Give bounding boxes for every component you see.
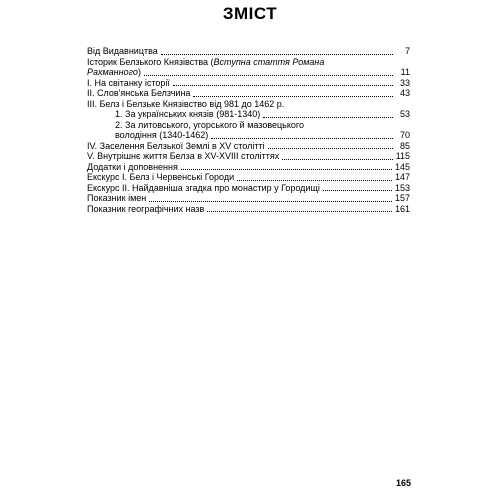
toc-entry-title-line2 — [87, 67, 141, 78]
toc-entry-title: Показник географічних назв — [87, 203, 205, 214]
toc-entry-title: І. На світанку історії — [87, 77, 170, 88]
toc-entry — [87, 162, 410, 173]
toc-entry-title: V. Внутрішнє життя Белза в XV-XVIII століттях — [87, 151, 280, 161]
toc-entry-page: 33 — [399, 77, 410, 88]
toc-entry — [87, 120, 410, 131]
toc-entry-title: Екскурс І. Белз і Червенські Городи — [87, 172, 235, 182]
toc-entry-page: 7 — [404, 46, 410, 56]
toc-entry-title: Екскурс ІІ. Найдавніша згадка про монастир у Городищі — [87, 182, 320, 193]
toc-entry-title-italic: Вступна стаття Романа — [213, 56, 325, 67]
toc-entry-page: 157 — [394, 193, 410, 203]
toc-entry-title: Додатки і доповнення — [87, 161, 178, 172]
leader-dots — [161, 54, 393, 55]
toc-entry-page: 53 — [399, 109, 410, 119]
toc-entry — [87, 57, 410, 68]
leader-dots — [282, 159, 392, 160]
leader-dots — [237, 180, 392, 181]
toc-entry-page: 161 — [394, 203, 410, 214]
toc-entry-title: IV. Заселення Белзької Землі в XV столітті — [87, 140, 265, 151]
leader-dots — [211, 138, 393, 139]
toc-entry-continuation — [87, 130, 410, 141]
leader-dots — [173, 85, 393, 86]
toc-entry — [87, 204, 410, 215]
toc-entry — [87, 109, 410, 120]
toc-entry-page: 153 — [394, 182, 410, 193]
toc-entry — [87, 193, 410, 204]
leader-dots — [144, 75, 393, 76]
toc-entry-title-tail: ) — [137, 67, 141, 77]
toc-entry-title: Історик Белзького Князівства ( — [87, 56, 214, 67]
toc-entry-title: 2. За литовського, угорського й мазовецького — [115, 119, 304, 130]
toc-entry-title-italic-line2: Рахманного — [87, 67, 138, 77]
leader-dots — [181, 169, 392, 170]
toc-entry-title: Показник імен — [87, 193, 147, 203]
toc-entry-title: Від Видавництва — [87, 46, 158, 56]
toc-entry-title: ІІ. Слов'янська Белзчина — [87, 88, 191, 98]
toc-entry-title: ІІІ. Белз і Белзьке Князівство від 981 до 1462 р. — [87, 98, 285, 109]
toc-entry-page: 115 — [395, 151, 410, 161]
toc-entry-continuation — [87, 67, 410, 78]
leader-dots — [193, 96, 393, 97]
toc-entry — [87, 99, 410, 110]
toc-entry-page: 147 — [394, 172, 410, 182]
table-of-contents — [87, 46, 410, 214]
leader-dots — [263, 117, 393, 118]
toc-entry-page: 11 — [400, 67, 410, 77]
leader-dots — [323, 190, 392, 191]
toc-entry — [87, 78, 410, 89]
toc-entry-page: 70 — [399, 130, 410, 140]
toc-entry-page: 145 — [394, 161, 410, 172]
leader-dots — [149, 201, 392, 202]
page-number: 165 — [395, 478, 411, 488]
leader-dots — [268, 148, 393, 149]
toc-entry-title: 1. За українських князів (981-1340) — [115, 109, 261, 119]
page-title: ЗМІСТ — [222, 4, 278, 23]
toc-entry — [87, 88, 410, 99]
toc-entry — [87, 46, 410, 57]
toc-entry-page: 85 — [399, 140, 410, 151]
toc-entry — [87, 151, 410, 162]
toc-entry — [87, 172, 410, 183]
toc-entry — [87, 183, 410, 194]
leader-dots — [207, 211, 392, 212]
toc-entry-page: 43 — [399, 88, 410, 98]
toc-entry — [87, 141, 410, 152]
toc-entry-title-line2: володіння (1340-1462) — [115, 130, 209, 140]
